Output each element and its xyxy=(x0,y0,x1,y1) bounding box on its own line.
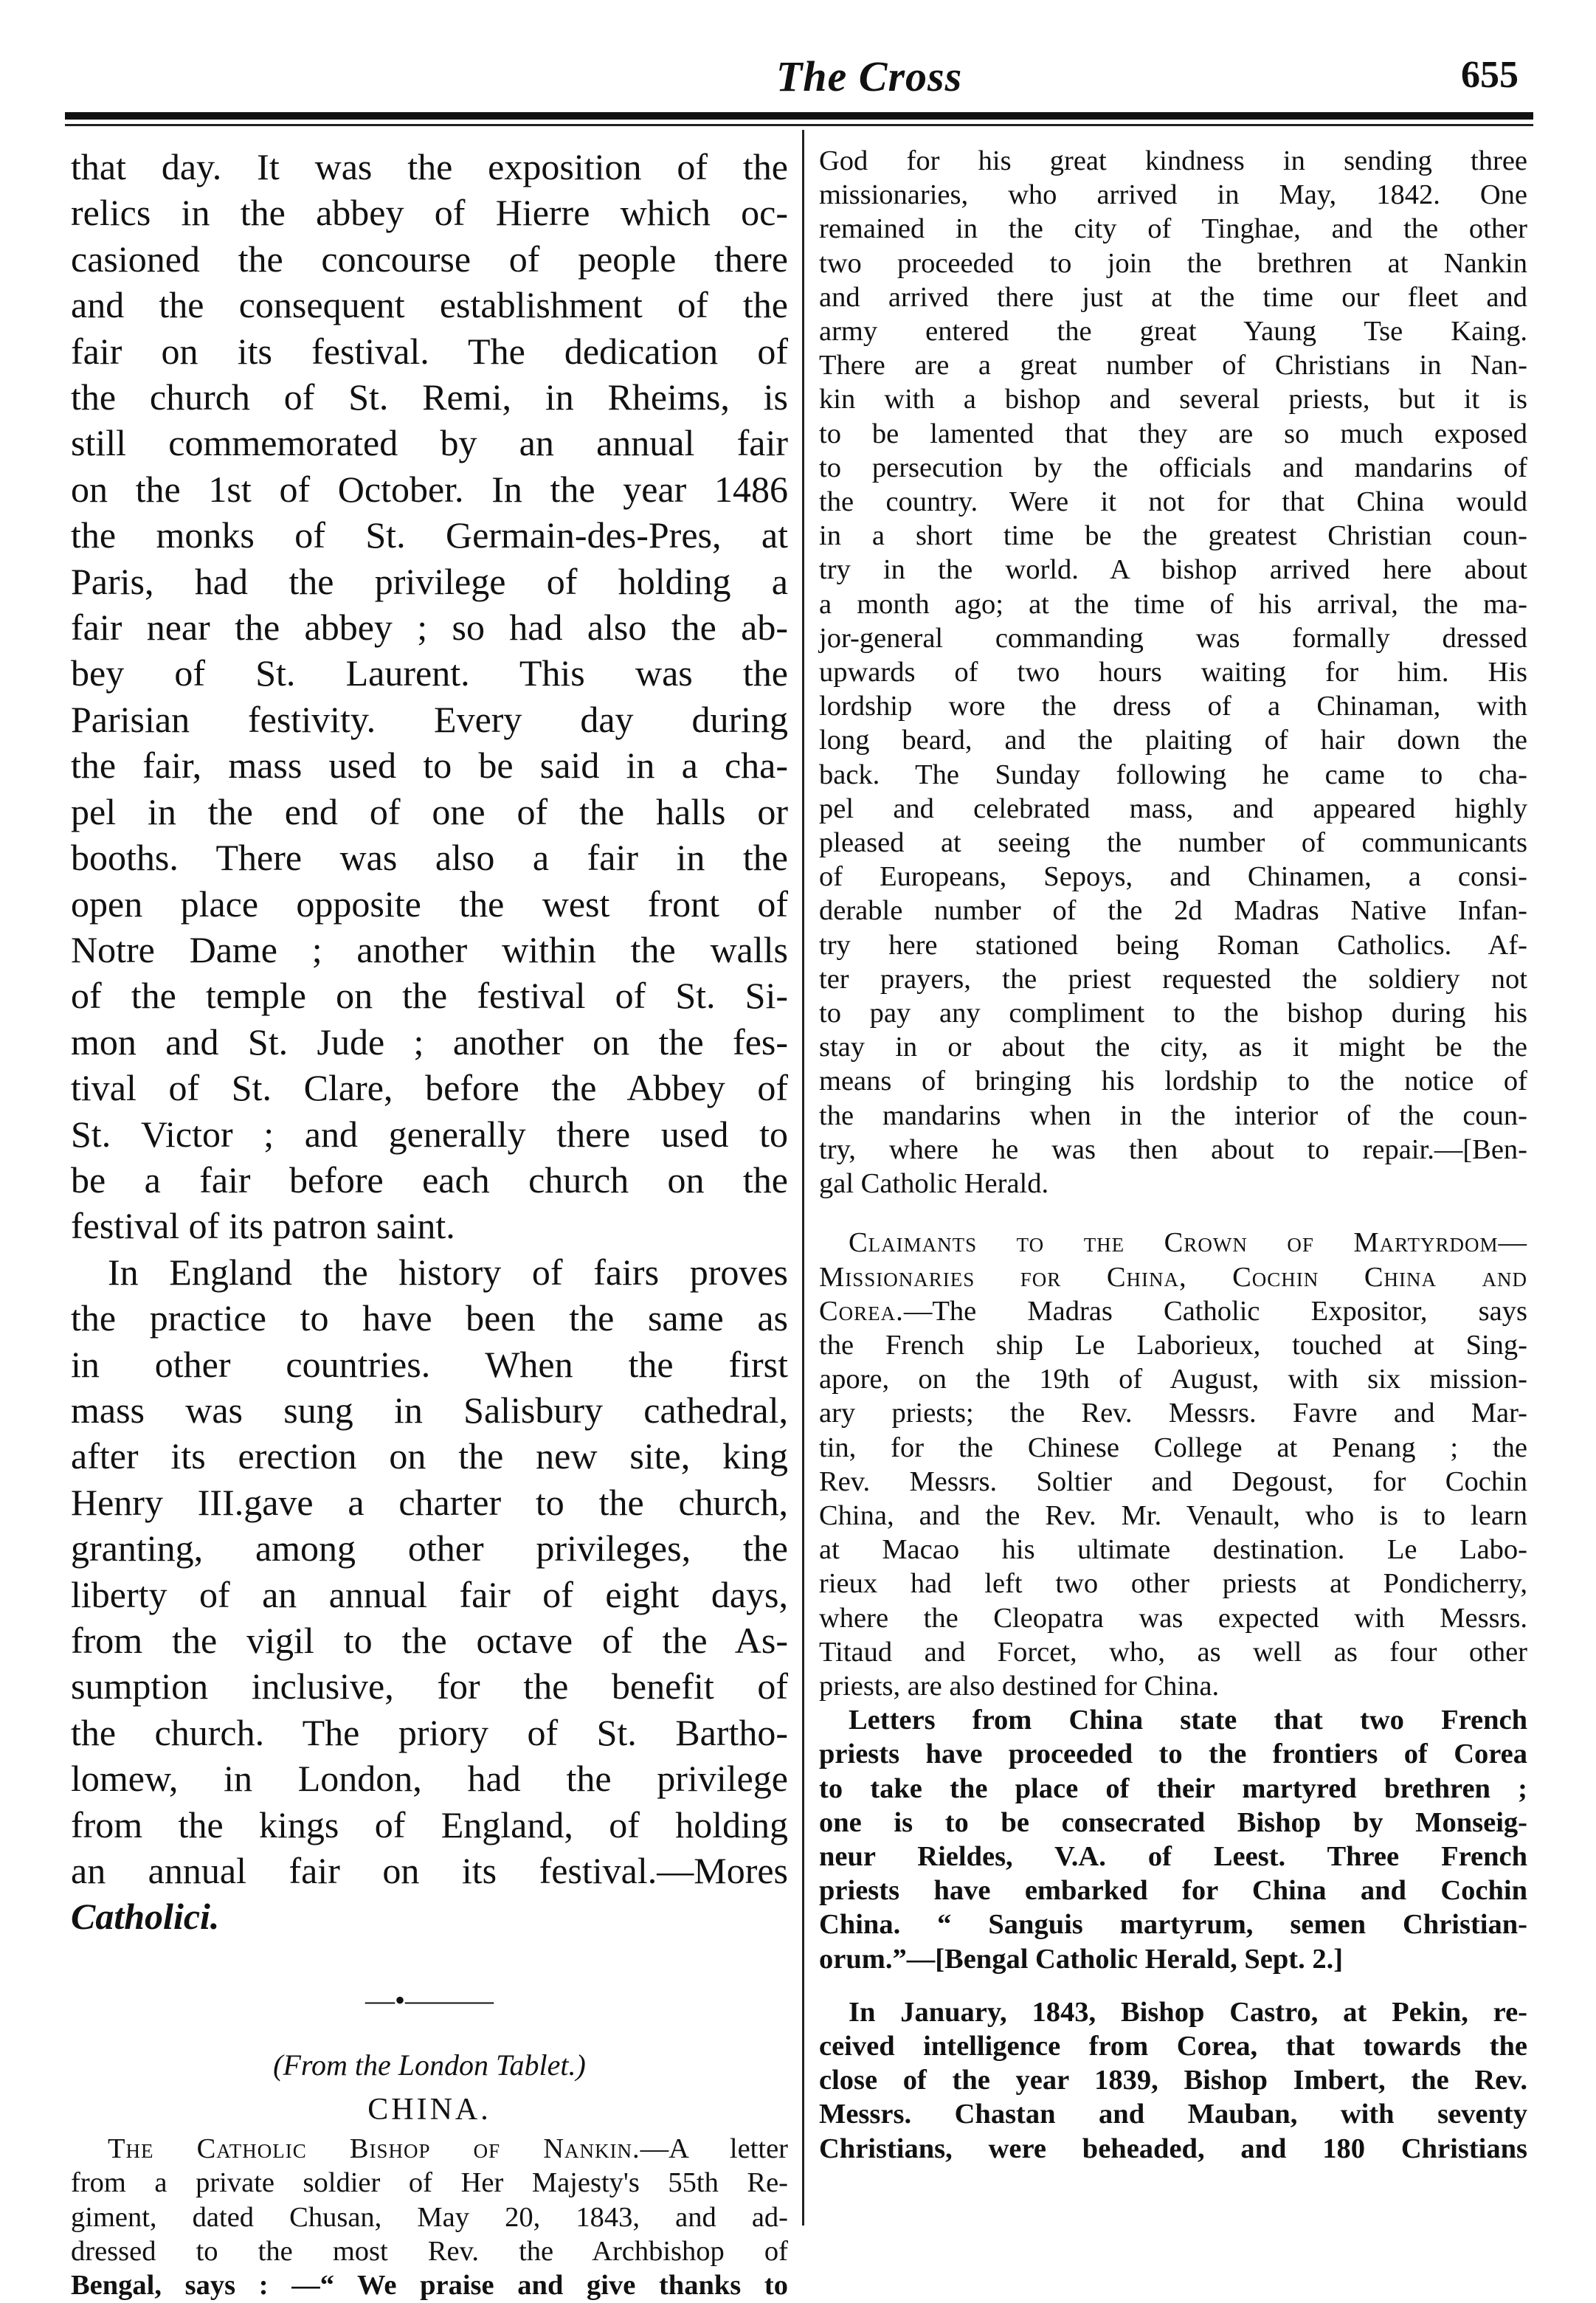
text-line: booths. There was also a fair in the xyxy=(71,837,788,879)
text-line: two proceeded to join the brethren at Nankin xyxy=(819,247,1527,279)
text-line: kin with a bishop and several priests, but it is xyxy=(819,384,1527,415)
text-line: army entered the great Yaung Tse Kaing. xyxy=(819,316,1527,348)
left-column xyxy=(71,144,788,2302)
right-paragraph-2 xyxy=(819,1226,1527,1703)
text-line: and the consequent establishment of the xyxy=(71,284,788,326)
text-line: orum.”—[Bengal Catholic Herald, Sept. 2.] xyxy=(819,1943,1344,1975)
paragraph-gap xyxy=(819,1201,1527,1226)
source-line: (From the London Tablet.) xyxy=(273,2048,586,2082)
text-line: Christians, were beheaded, and 180 Christians xyxy=(819,2133,1527,2164)
text-line: from the vigil to the octave of the As- xyxy=(71,1620,788,1661)
text-line xyxy=(819,1294,1527,1328)
text-line: gal Catholic Herald. xyxy=(819,1168,1049,1200)
text-line: the monks of St. Germain-des-Pres, at xyxy=(71,514,788,556)
text-line: the country. Were it not for that China would xyxy=(819,486,1527,518)
text-line: Titaud and Forcet, who, as well as four other xyxy=(819,1636,1527,1668)
text-line: from the kings of England, of holding xyxy=(71,1803,788,1845)
left-paragraph-2 xyxy=(71,1249,788,1940)
text-line: in other countries. When the first xyxy=(71,1343,788,1385)
text-line: the fair, mass used to be said in a cha- xyxy=(71,745,788,787)
text-line: on the 1st of October. In the year 1486 xyxy=(71,468,788,510)
text-line: to pay any compliment to the bishop during his xyxy=(819,998,1527,1029)
running-title: The Cross xyxy=(775,52,963,100)
text-line: pel and celebrated mass, and appeared highly xyxy=(819,793,1527,824)
text-line: lomew, in London, had the privilege xyxy=(71,1758,788,1800)
text-line: rieux had left two other priests at Pondicherry, xyxy=(819,1568,1527,1600)
text-line: jor-general commanding was formally dressed xyxy=(819,622,1527,654)
text-line: missionaries, who arrived in May, 1842. One xyxy=(819,179,1527,211)
text-line: Messrs. Chastan and Mauban, with seventy xyxy=(819,2099,1527,2130)
text-line: a month ago; at the time of his arrival, the ma- xyxy=(819,588,1527,620)
text-line: priests have embarked for China and Cochin xyxy=(819,1875,1527,1907)
right-column xyxy=(819,144,1527,2240)
text-line: try, where he was then about to repair.—[Ben- xyxy=(819,1133,1527,1165)
text-line: bey of St. Laurent. This was the xyxy=(71,652,788,694)
column-divider xyxy=(802,130,804,2226)
text-line: dressed to the most Rev. the Archbishop of xyxy=(71,2236,788,2268)
text-line: giment, dated Chusan, May 20, 1843, and ad- xyxy=(71,2201,788,2233)
text-line: priests, are also destined for China. xyxy=(819,1670,1220,1702)
text-line: tival of St. Clare, before the Abbey of xyxy=(71,1067,788,1109)
text-line: where the Cleopatra was expected with Messrs. xyxy=(819,1602,1527,1634)
text-line: Bengal, says : —“ We praise and give thanks to xyxy=(71,2270,788,2302)
item-heading-line: Missionaries for China, Cochin China and xyxy=(819,1261,1527,1293)
text-line: still commemorated by an annual fair xyxy=(71,422,788,464)
text-line: casioned the concourse of people there xyxy=(71,238,788,280)
text-line: to be lamented that they are so much exposed xyxy=(819,418,1527,449)
left-paragraph-3 xyxy=(71,2132,788,2303)
text-line: one is to be consecrated Bishop by Monseig- xyxy=(819,1806,1527,1838)
page-number: 655 xyxy=(1461,54,1519,96)
item-heading: The Catholic Bishop of Nankin. xyxy=(108,2133,640,2164)
text-line: Henry III.gave a charter to the church, xyxy=(71,1481,788,1523)
section-ornament: —•——— xyxy=(365,1983,494,2017)
text-line: China, and the Rev. Mr. Venault, who is to learn xyxy=(819,1499,1527,1531)
text-line: to persecution by the officials and mandarins of xyxy=(819,452,1527,483)
text-line: open place opposite the west front of xyxy=(71,883,788,925)
left-paragraph-1 xyxy=(71,144,788,1249)
paragraph-gap xyxy=(819,1976,1527,1995)
text-line: neur Rieldes, V.A. of Leest. Three French xyxy=(819,1840,1527,1872)
text-line: of the temple on the festival of St. Si- xyxy=(71,975,788,1017)
text-line: granting, among other privileges, the xyxy=(71,1527,788,1570)
text-line: ary priests; the Rev. Messrs. Favre and Mar- xyxy=(819,1398,1527,1429)
text-line xyxy=(71,2132,788,2166)
text-line: upwards of two hours waiting for him. His xyxy=(819,657,1527,688)
section-title: CHINA. xyxy=(367,2092,491,2127)
text-line: pleased at seeing the number of communicants xyxy=(819,827,1527,859)
header-rule-thin xyxy=(65,124,1533,126)
text-line: Notre Dame ; another within the walls xyxy=(71,928,788,970)
text-line: the church. The priory of St. Bartho- xyxy=(71,1711,788,1753)
text-line: pel in the end of one of the halls or xyxy=(71,790,788,832)
text-line: means of bringing his lordship to the notice of xyxy=(819,1066,1527,1097)
item-heading-rest: —A letter xyxy=(640,2133,788,2164)
right-paragraph-3 xyxy=(819,1703,1527,1976)
text-line: fair on its festival. The dedication of xyxy=(71,330,788,372)
text-line: ceived intelligence from Corea, that towards the xyxy=(819,2030,1527,2062)
text-line: mon and St. Jude ; another on the fes- xyxy=(71,1021,788,1063)
text-line: an annual fair on its festival.—Mores xyxy=(71,1850,788,1892)
text-line: back. The Sunday following he came to cha- xyxy=(819,759,1527,790)
text-line: Paris, had the privilege of holding a xyxy=(71,560,788,602)
text-line: Letters from China state that two French xyxy=(849,1705,1527,1736)
text-line: be a fair before each church on the xyxy=(71,1159,788,1201)
item-heading-rest: —The Madras Catholic Expositor, says xyxy=(903,1295,1527,1327)
text-line: after its erection on the new site, king xyxy=(71,1435,788,1477)
text-line: fair near the abbey ; so had also the ab- xyxy=(71,607,788,649)
text-line: Rev. Messrs. Soltier and Degoust, for Cochin xyxy=(819,1465,1527,1497)
right-paragraph-4 xyxy=(819,1995,1527,2166)
text-line: the practice to have been the same as xyxy=(71,1297,788,1339)
text-line: to take the place of their martyred brethren ; xyxy=(819,1772,1527,1804)
text-line: tin, for the Chinese College at Penang ; the xyxy=(819,1432,1527,1463)
text-line: the French ship Le Laborieux, touched at Sing- xyxy=(819,1329,1527,1361)
text-line: liberty of an annual fair of eight days, xyxy=(71,1573,788,1615)
text-line: try here stationed being Roman Catholics. Af- xyxy=(819,929,1527,961)
text-line: the church of St. Remi, in Rheims, is xyxy=(71,376,788,418)
text-line: China. “ Sanguis martyrum, semen Christian- xyxy=(819,1909,1527,1941)
text-line: God for his great kindness in sending three xyxy=(819,145,1527,176)
text-line: long beard, and the plaiting of hair down the xyxy=(819,725,1527,756)
text-line: that day. It was the exposition of the xyxy=(71,146,788,187)
text-line: of Europeans, Sepoys, and Chinamen, a consi- xyxy=(819,861,1527,893)
item-heading-line: Claimants to the Crown of Martyrdom— xyxy=(849,1227,1527,1259)
text-line: at Macao his ultimate destination. Le Labo- xyxy=(819,1534,1527,1566)
text-line: relics in the abbey of Hierre which oc- xyxy=(71,192,788,234)
text-line: derable number of the 2d Madras Native Infan- xyxy=(819,895,1527,927)
text-line: Parisian festivity. Every day during xyxy=(71,698,788,740)
text-line: remained in the city of Tinghae, and the other xyxy=(819,213,1527,245)
page-header xyxy=(65,44,1533,103)
text-line: close of the year 1839, Bishop Imbert, the Rev. xyxy=(819,2065,1527,2096)
text-line: in a short time be the greatest Christian coun- xyxy=(819,520,1527,552)
text-line: stay in or about the city, as it might be the xyxy=(819,1032,1527,1063)
text-line: and arrived there just at the time our fleet and xyxy=(819,281,1527,313)
text-line: apore, on the 19th of August, with six mission- xyxy=(819,1364,1527,1395)
right-paragraph-1 xyxy=(819,144,1527,1201)
text-line: the mandarins when in the interior of the coun- xyxy=(819,1099,1527,1131)
text-line: sumption inclusive, for the benefit of xyxy=(71,1665,788,1708)
text-line: St. Victor ; and generally there used to xyxy=(71,1113,788,1155)
text-line: festival of its patron saint. xyxy=(71,1205,455,1247)
header-rule-thick xyxy=(65,112,1533,120)
text-line: from a private soldier of Her Majesty's 55th Re- xyxy=(71,2167,788,2199)
text-line: There are a great number of Christians in Nan- xyxy=(819,350,1527,381)
text-line: priests have proceeded to the frontiers of Corea xyxy=(819,1739,1527,1770)
text-line: try in the world. A bishop arrived here about xyxy=(819,554,1527,586)
text-line: mass was sung in Salisbury cathedral, xyxy=(71,1389,788,1431)
text-line: lordship wore the dress of a Chinaman, with xyxy=(819,691,1527,722)
text-line: In January, 1843, Bishop Castro, at Pekin, re- xyxy=(849,1996,1527,2028)
text-line: Catholici. xyxy=(71,1896,220,1938)
item-heading-line: Corea. xyxy=(819,1295,904,1327)
text-line: In England the history of fairs proves xyxy=(108,1251,788,1293)
text-line: ter prayers, the priest requested the soldiery not xyxy=(819,963,1527,995)
